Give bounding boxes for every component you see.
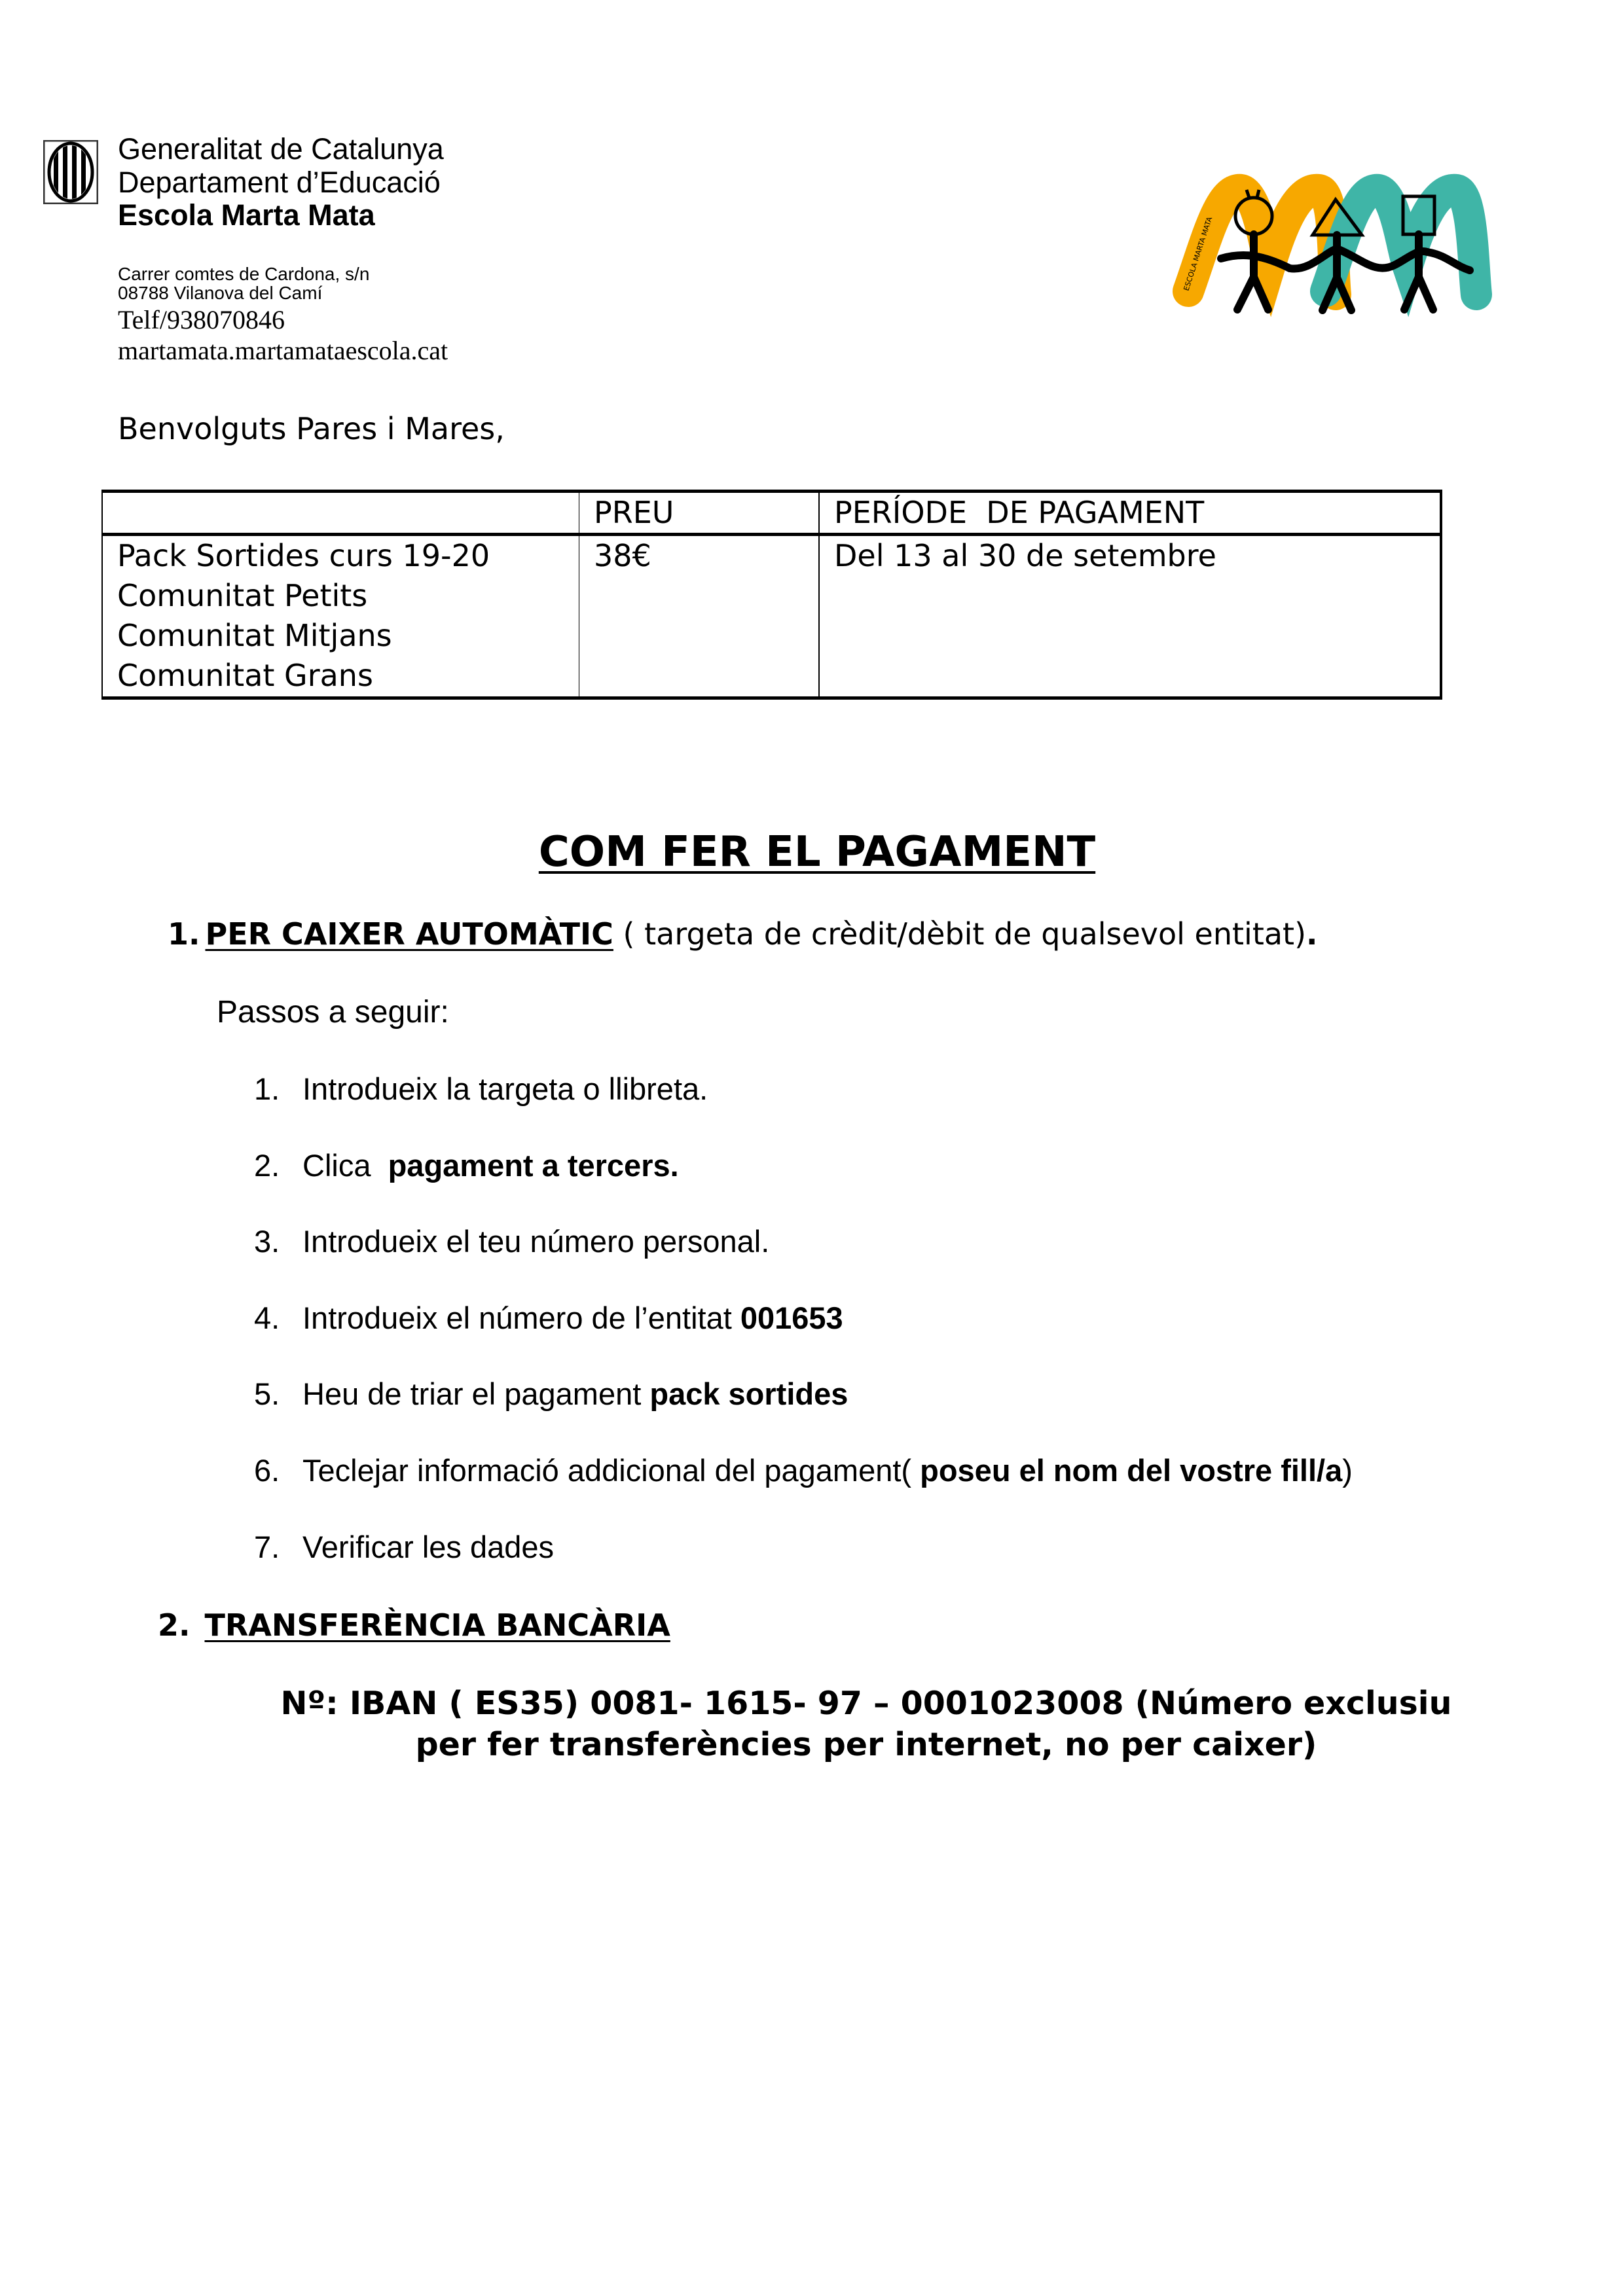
step-number: 3. bbox=[254, 1224, 280, 1259]
phone: Telf/938070846 bbox=[118, 305, 285, 334]
step-text: Verificar les dades bbox=[302, 1529, 555, 1564]
table-cell-period: Del 13 al 30 de setembre bbox=[834, 538, 1216, 573]
page-title: COM FER EL PAGAMENT bbox=[538, 828, 1096, 876]
table-row bbox=[102, 535, 1441, 698]
step-number: 2. bbox=[254, 1147, 280, 1183]
step-text: Heu de triar el pagament bbox=[302, 1376, 650, 1412]
step-number: 7. bbox=[254, 1529, 280, 1564]
table-header-price: PREU bbox=[579, 492, 820, 535]
section-1-end: . bbox=[1306, 916, 1318, 952]
header-generalitat: Generalitat de Catalunya bbox=[118, 132, 444, 166]
iban-line-2: per fer transferències per internet, no per caixer) bbox=[415, 1726, 1317, 1763]
step-bold-text: poseu el nom del vostre fill/a bbox=[920, 1453, 1343, 1488]
school-logo bbox=[1165, 167, 1506, 317]
item-line: Comunitat Grans bbox=[117, 658, 373, 693]
generalitat-emblem-icon bbox=[43, 140, 98, 204]
logo-text: ESCOLA MARTA MATA bbox=[1182, 215, 1214, 292]
table-header-row bbox=[102, 492, 1441, 535]
section-2-title: TRANSFERÈNCIA BANCÀRIA bbox=[204, 1607, 670, 1643]
steps-label: Passos a seguir: bbox=[217, 995, 449, 1030]
table-header-period: PERÍODE DE PAGAMENT bbox=[819, 492, 1441, 535]
step-text: Introdueix la targeta o llibreta. bbox=[302, 1071, 708, 1106]
step-bold-text: 001653 bbox=[740, 1300, 843, 1335]
pricing-table bbox=[101, 490, 1442, 700]
step-bold-text: pagament a tercers. bbox=[388, 1147, 679, 1183]
step-bold-text: pack sortides bbox=[649, 1376, 848, 1412]
section-1-number: 1. bbox=[168, 916, 200, 952]
step-item bbox=[254, 1376, 848, 1412]
step-text: Introdueix el teu número personal. bbox=[302, 1224, 770, 1259]
item-line: Pack Sortides curs 19-20 bbox=[117, 538, 490, 573]
header-school-name: Escola Marta Mata bbox=[118, 198, 375, 232]
item-line: Comunitat Mitjans bbox=[117, 618, 392, 653]
step-item bbox=[254, 1147, 679, 1183]
step-number: 4. bbox=[254, 1300, 280, 1335]
step-number: 1. bbox=[254, 1071, 280, 1106]
iban-line-1: Nº: IBAN ( ES35) 0081- 1615- 97 – 0001023008 (Número exclusiu bbox=[280, 1685, 1452, 1722]
table-cell-price: 38€ bbox=[579, 535, 820, 698]
step-item bbox=[254, 1452, 1353, 1488]
step-item bbox=[254, 1529, 554, 1565]
step-item bbox=[254, 1071, 708, 1107]
section-1-heading bbox=[168, 916, 1318, 952]
section-1-title: PER CAIXER AUTOMÀTIC bbox=[205, 916, 613, 952]
step-number: 5. bbox=[254, 1376, 280, 1412]
section-1-note: ( targeta de crèdit/dèbit de qualsevol entitat) bbox=[613, 916, 1307, 952]
step-number: 6. bbox=[254, 1453, 280, 1488]
address-city: 08788 Vilanova del Camí bbox=[118, 283, 323, 303]
step-trailing-text: ) bbox=[1342, 1453, 1353, 1488]
greeting: Benvolguts Pares i Mares, bbox=[118, 411, 505, 446]
step-text: Introdueix el número de l’entitat bbox=[302, 1300, 740, 1335]
header-department: Departament d’Educació bbox=[118, 166, 441, 199]
section-2-number: 2. bbox=[158, 1607, 191, 1643]
table-cell-item bbox=[102, 535, 579, 698]
step-item bbox=[254, 1300, 843, 1336]
step-item bbox=[254, 1223, 769, 1259]
item-line: Comunitat Petits bbox=[117, 578, 368, 613]
step-text: Clica bbox=[302, 1147, 388, 1183]
step-text: Teclejar informació addicional del pagament( bbox=[302, 1453, 921, 1488]
table-header-item bbox=[102, 492, 579, 535]
website: martamata.martamataescola.cat bbox=[118, 336, 448, 365]
address-street: Carrer comtes de Cardona, s/n bbox=[118, 264, 370, 284]
section-2-heading bbox=[158, 1607, 670, 1643]
